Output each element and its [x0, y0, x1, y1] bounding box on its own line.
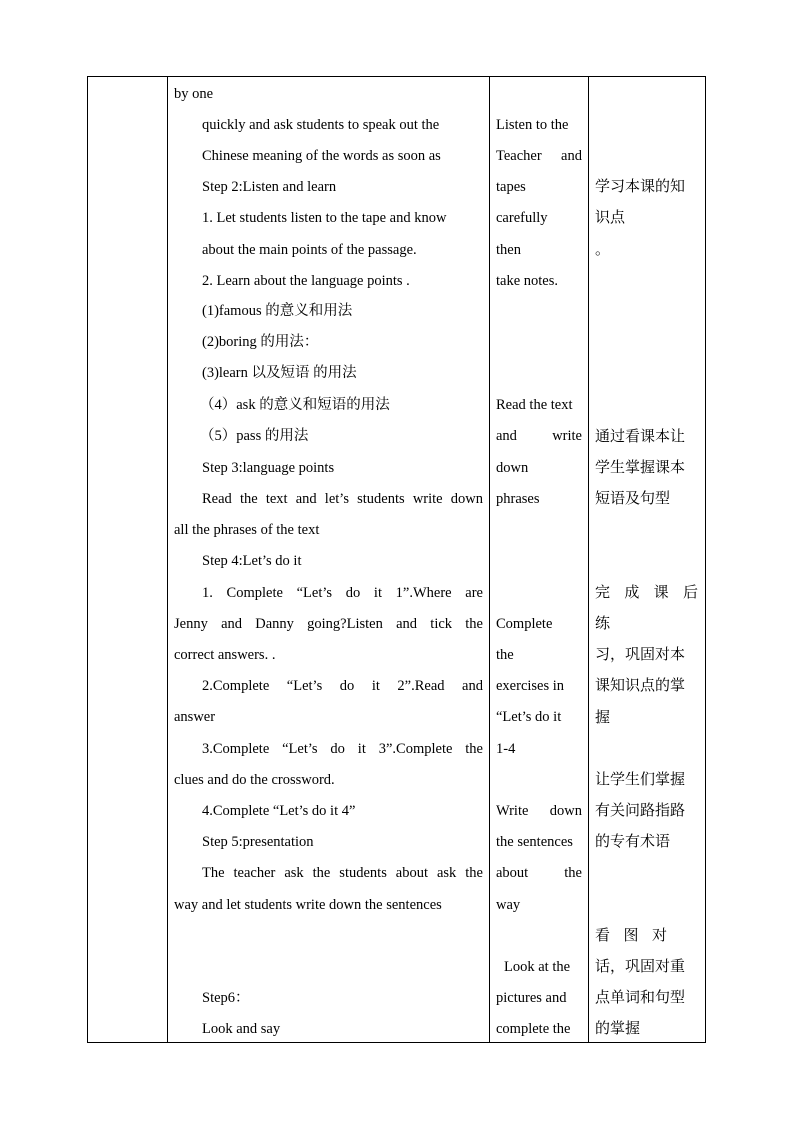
purpose-line: 完 成 课 后 [595, 583, 698, 601]
activity-line: Write down [496, 803, 582, 819]
procedure-line: quickly and ask students to speak out the [202, 117, 440, 133]
procedure-line: clues and do the crossword. [174, 772, 335, 788]
activity-line: and write [496, 428, 582, 444]
activity-line: then [496, 242, 521, 258]
activity-line: way [496, 897, 521, 913]
purpose-line: 话，巩固对重 [595, 957, 686, 975]
activity-line: phrases [496, 491, 540, 507]
activity-line: carefully [496, 210, 548, 226]
procedure-line: Step 5:presentation [202, 834, 314, 850]
purpose-line: 看 图 对 [595, 926, 667, 944]
procedure-line: 1. Complete “Let’s do it 1”.Where are [202, 585, 483, 601]
purpose-line: 。 [595, 240, 611, 258]
activity-line: the [496, 647, 514, 663]
procedure-line: correct answers. . [174, 647, 276, 663]
purpose-line: 握 [595, 708, 611, 726]
purpose-line: 的掌握 [595, 1019, 641, 1037]
procedure-line: Step 4:Let’s do it [202, 553, 302, 569]
purpose-line: 让学生们掌握 [595, 770, 686, 788]
column-divider [167, 77, 168, 1042]
activity-line: Listen to the [496, 117, 569, 133]
procedure-line: all the phrases of the text [174, 522, 320, 538]
procedure-line: 4.Complete “Let’s do it 4” [202, 803, 356, 819]
procedure-line: 2.Complete “Let’s do it 2”.Read and [202, 678, 483, 694]
procedure-line: （5）pass 的用法 [200, 428, 309, 444]
procedure-line: The teacher ask the students about ask the [202, 865, 483, 881]
procedure-line: Read the text and let’s students write down [202, 491, 483, 507]
purpose-line: 有关问路指路 [595, 801, 686, 819]
procedure-line: way and let students write down the sentences [174, 897, 442, 913]
procedure-line: (3)learn 以及短语 的用法 [202, 365, 357, 381]
activity-line: “Let’s do it [496, 709, 562, 725]
purpose-line: 课知识点的掌 [595, 676, 686, 694]
activity-line: exercises in [496, 678, 565, 694]
activity-line: 1-4 [496, 741, 516, 757]
procedure-line: Step 3:language points [202, 460, 335, 476]
column-divider [489, 77, 490, 1042]
purpose-line: 点单词和句型 [595, 988, 686, 1006]
procedure-line: 1. Let students listen to the tape and know [202, 210, 447, 226]
purpose-line: 通过看课本让 [595, 427, 686, 445]
procedure-line: Jenny and Danny going?Listen and tick the [174, 616, 483, 632]
activity-line: Teacher and [496, 148, 582, 164]
procedure-line: 2. Learn about the language points . [202, 273, 410, 289]
procedure-line: (1)famous 的意义和用法 [202, 303, 353, 319]
procedure-line: about the main points of the passage. [202, 242, 417, 258]
procedure-line: answer [174, 709, 216, 725]
purpose-line: 短语及句型 [595, 489, 671, 507]
activity-line: pictures and [496, 990, 567, 1006]
activity-line: down [496, 460, 529, 476]
procedure-line: Step 2:Listen and learn [202, 179, 337, 195]
purpose-line: 学生掌握课本 [595, 458, 686, 476]
procedure-line: Step6： [202, 990, 250, 1006]
procedure-line: 3.Complete “Let’s do it 3”.Complete the [202, 741, 483, 757]
purpose-line: 习，巩固对本 [595, 645, 686, 663]
procedure-line: Chinese meaning of the words as soon as [202, 148, 441, 164]
purpose-line: 练 [595, 614, 611, 632]
activity-line: tapes [496, 179, 526, 195]
purpose-line: 识点 [595, 208, 626, 226]
procedure-line: (2)boring 的用法： [202, 334, 319, 350]
procedure-line: （4）ask 的意义和短语的用法 [200, 397, 390, 413]
procedure-line: Look and say [202, 1021, 281, 1037]
column-divider [588, 77, 589, 1042]
activity-line: Look at the [504, 959, 571, 975]
activity-line: complete the [496, 1021, 571, 1037]
activity-line: Read the text [496, 397, 573, 413]
activity-line: Complete [496, 616, 553, 632]
activity-line: the sentences [496, 834, 573, 850]
procedure-line: by one [174, 86, 214, 102]
activity-line: take notes. [496, 273, 559, 289]
activity-line: about the [496, 865, 582, 881]
purpose-line: 学习本课的知 [595, 177, 686, 195]
purpose-line: 的专有术语 [595, 832, 671, 850]
